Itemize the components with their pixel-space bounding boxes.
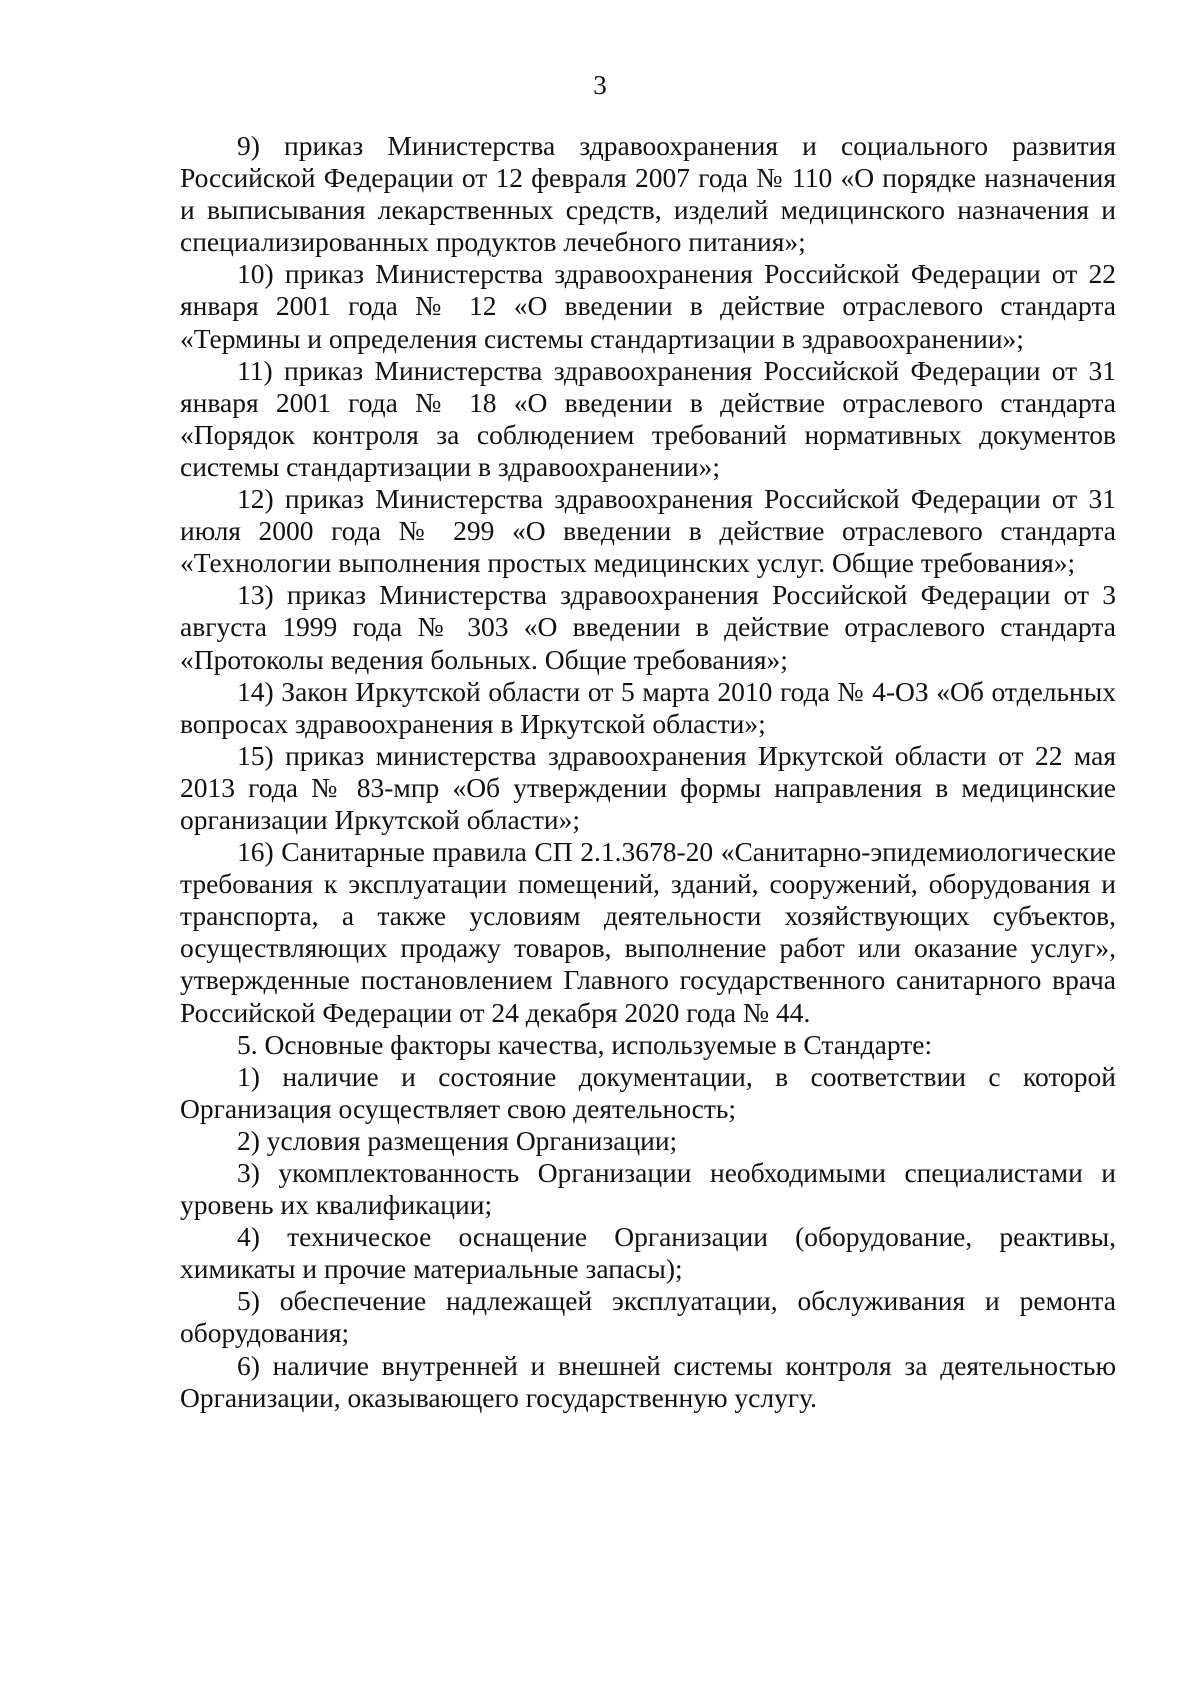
quality-factor-4: 4) техническое оснащение Организации (оборудование, реактивы, химикаты и прочие материальные запасы); <box>180 1221 1116 1285</box>
list-item-14: 14) Закон Иркутской области от 5 марта 2010 года № 4-ОЗ «Об отдельных вопросах здравоохранения в Иркутской области»; <box>180 675 1116 739</box>
section-5-heading: 5. Основные факторы качества, используемые в Стандарте: <box>237 1028 933 1060</box>
list-item-15: 15) приказ министерства здравоохранения Иркутской области от 22 мая 2013 года № 83-мпр «Об утверждении формы направления в медицинские организации Иркутской области»; <box>180 739 1116 835</box>
quality-factor-1: 1) наличие и состояние документации, в соответствии с которой Организация осуществляет свою деятельность; <box>180 1060 1116 1124</box>
quality-factor-2: 2) условия размещения Организации; <box>237 1124 678 1156</box>
document-body <box>180 130 1116 1414</box>
list-item-11: 11) приказ Министерства здравоохранения Российской Федерации от 31 января 2001 года № 18 «О введении в действие отраслевого стандарта «Порядок контроля за соблюдением требований нормативных документов системы стандартизации в здравоохранении»; <box>180 354 1116 482</box>
list-item-16: 16) Санитарные правила СП 2.1.3678-20 «Санитарно-эпидемиологические требования к эксплуатации помещений, зданий, сооружений, оборудования и транспорта, а также условиям деятельности хозяйствующих субъектов, осуществляющих продажу товаров, выполнение работ или оказание услуг», утвержденные постановлением Главного государственного санитарного врача Российской Федерации от 24 декабря 2020 года № 44. <box>180 836 1116 1028</box>
list-item-13: 13) приказ Министерства здравоохранения Российской Федерации от 3 августа 1999 года № 303 «О введении в действие отраслевого стандарта «Протоколы ведения больных. Общие требования»; <box>180 579 1116 675</box>
list-item-9: 9) приказ Министерства здравоохранения и социального развития Российской Федерации от 12 февраля 2007 года № 110 «О порядке назначения и выписывания лекарственных средств, изделий медицинского назначения и специализированных продуктов лечебного питания»; <box>180 130 1116 258</box>
quality-factor-6: 6) наличие внутренней и внешней системы контроля за деятельностью Организации, оказывающего государственную услугу. <box>180 1349 1116 1413</box>
list-item-12: 12) приказ Министерства здравоохранения Российской Федерации от 31 июля 2000 года № 299 «О введении в действие отраслевого стандарта «Технологии выполнения простых медицинских услуг. Общие требования»; <box>180 483 1116 579</box>
quality-factor-5: 5) обеспечение надлежащей эксплуатации, обслуживания и ремонта оборудования; <box>180 1285 1116 1349</box>
list-item-10: 10) приказ Министерства здравоохранения Российской Федерации от 22 января 2001 года № 12 «О введении в действие отраслевого стандарта «Термины и определения системы стандартизации в здравоохранении»; <box>180 258 1116 354</box>
quality-factor-3: 3) укомплектованность Организации необходимыми специалистами и уровень их квалификации; <box>180 1157 1116 1221</box>
page-number: 3 <box>593 70 607 100</box>
